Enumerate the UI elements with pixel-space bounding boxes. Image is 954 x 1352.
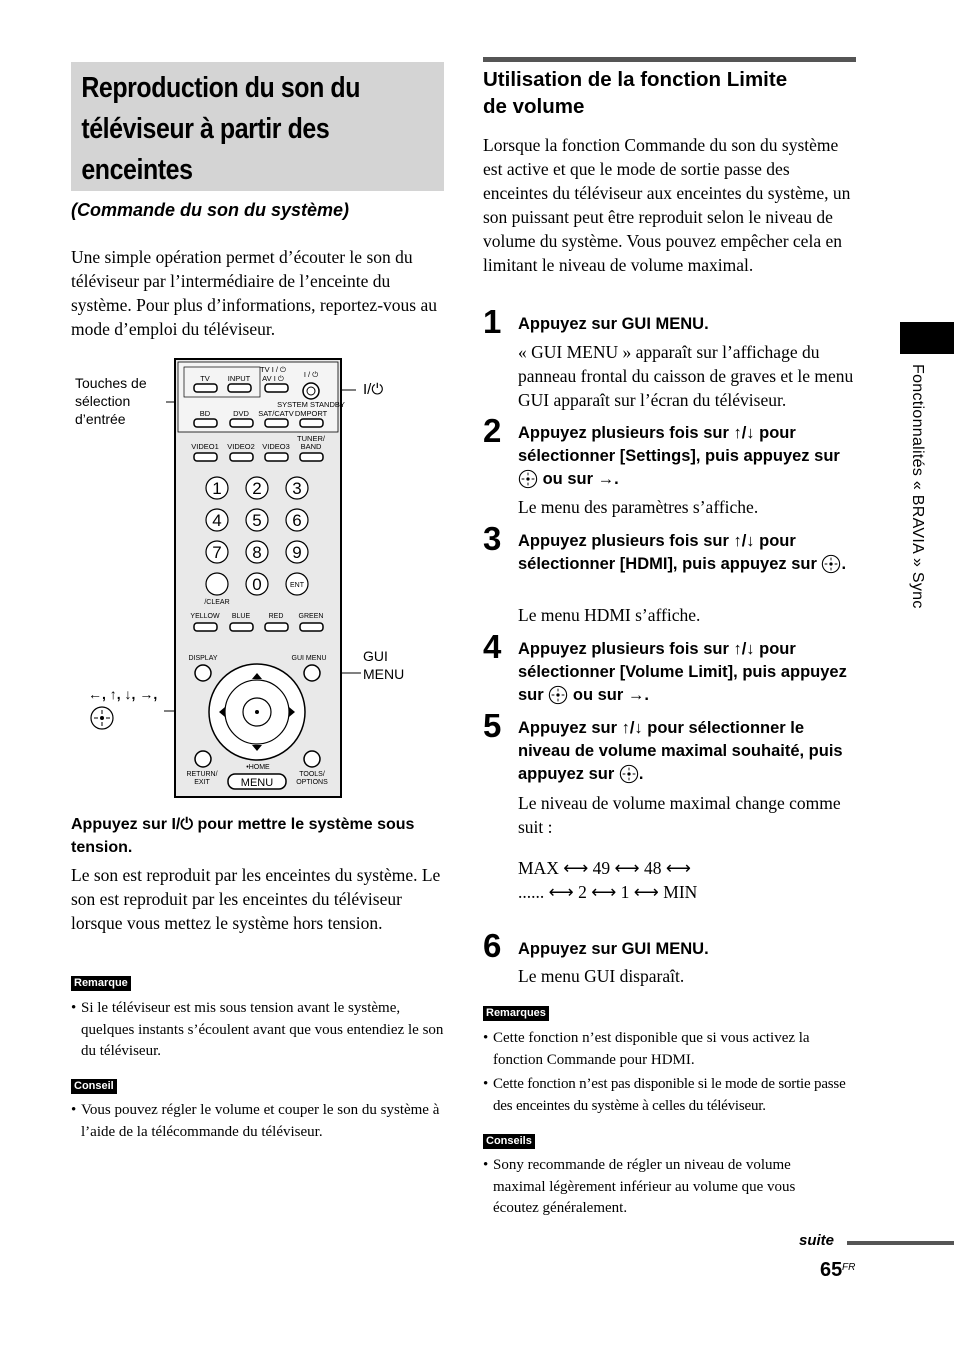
- enter-icon: [518, 469, 538, 489]
- label-arrows: ←, ↑, ↓, →,: [88, 686, 158, 702]
- svg-text:BAND: BAND: [300, 442, 322, 451]
- step-instruction: Appuyez sur GUI MENU.: [518, 315, 709, 333]
- enter-icon: [821, 554, 841, 574]
- svg-text:TOOLS/: TOOLS/: [299, 771, 325, 778]
- page-number: 65: [820, 1259, 843, 1281]
- step-number: 6: [483, 927, 502, 964]
- continued-label: suite: [799, 1232, 835, 1249]
- label-input-keys: Touches de sélection d’entrée: [75, 375, 147, 427]
- svg-text:TUNER/: TUNER/: [297, 434, 325, 443]
- remarks-note: • Cette fonction n’est disponible que si vous activez la fonction Commande pour HDMI.: [483, 1028, 858, 1071]
- continued-bar: [847, 1241, 954, 1245]
- title-box: [71, 62, 444, 191]
- section-rule: [483, 57, 856, 62]
- step-number: 4: [483, 628, 502, 665]
- svg-text:OPTIONS: OPTIONS: [296, 779, 328, 786]
- step-instruction: Appuyez sur GUI MENU.: [518, 940, 709, 958]
- svg-text:VIDEO2: VIDEO2: [227, 442, 255, 451]
- svg-text:TV: TV: [200, 374, 210, 383]
- step-result: Le niveau de volume maximal change comme suit :: [518, 793, 841, 837]
- step-number: 1: [483, 303, 502, 340]
- svg-text:BD: BD: [199, 409, 211, 418]
- step-instruction-text: Appuyez plusieurs fois sur ↑/↓ pour sélectionner [Volume Limit], puis appuyez sur: [518, 640, 847, 704]
- svg-text:ENT: ENT: [290, 582, 304, 589]
- side-tab-label: Fonctionnalités « BRAVIA » Sync: [909, 364, 926, 609]
- step-power-on: Appuyez sur I/⏻ pour mettre le système sous tension.: [71, 816, 415, 856]
- side-tab-marker: [900, 322, 954, 354]
- step-instruction-text: ou sur →.: [542, 470, 619, 488]
- step-number: 5: [483, 707, 502, 744]
- volume-sequence-line2: ...... ⟷ 2 ⟷ 1 ⟷ MIN: [518, 882, 698, 902]
- step-instruction-text: .: [638, 765, 644, 783]
- svg-text:VIDEO3: VIDEO3: [262, 442, 290, 451]
- remark-note: • Si le téléviseur est mis sous tension avant le système, quelques instants s’écoulent avant que vous entendiez le son du téléviseur.: [71, 998, 447, 1063]
- step-result: Le menu HDMI s’affiche.: [518, 605, 701, 625]
- section-title: Utilisation de la fonction Limite de volume: [483, 68, 788, 118]
- svg-text:AV I ⏻: AV I ⏻: [262, 374, 284, 383]
- svg-text:GREEN: GREEN: [298, 613, 324, 620]
- remark-item: Cette fonction n’est disponible que si vous activez la fonction Commande pour HDMI.: [493, 1030, 810, 1068]
- enter-icon: [619, 764, 639, 784]
- svg-text:VIDEO1: VIDEO1: [191, 442, 219, 451]
- step-instruction: [518, 717, 858, 786]
- step-result: Le menu GUI disparaît.: [518, 966, 685, 986]
- remark-badge: Remarque: [71, 976, 131, 991]
- svg-text:RED: RED: [268, 613, 284, 620]
- svg-text:YELLOW: YELLOW: [190, 613, 220, 620]
- svg-text:8: 8: [252, 543, 262, 562]
- svg-text:/CLEAR: /CLEAR: [204, 599, 230, 606]
- step-instruction: [518, 638, 858, 707]
- svg-text:DVD: DVD: [233, 409, 249, 418]
- svg-text:TV I / ⏻: TV I / ⏻: [260, 365, 286, 374]
- svg-text:9: 9: [292, 543, 302, 562]
- enter-icon: [548, 685, 568, 705]
- step-instruction: [518, 530, 858, 576]
- step-number: 3: [483, 520, 502, 557]
- svg-text:GUI MENU: GUI MENU: [291, 655, 327, 662]
- svg-text:BLUE: BLUE: [231, 613, 251, 620]
- step-instruction-text: .: [841, 555, 847, 573]
- svg-text:INPUT: INPUT: [227, 374, 251, 383]
- svg-text:7: 7: [212, 543, 222, 562]
- remote-drawing: [71, 355, 451, 800]
- tip-note: • Vous pouvez régler le volume et couper le son du système à l’aide de la télécommande du téléviseur.: [71, 1100, 447, 1143]
- tips-note: • Sony recommande de régler un niveau de volume maximal légèrement inférieur au volume que vous écoutez généralement.: [483, 1155, 843, 1220]
- svg-text:1: 1: [212, 479, 222, 498]
- svg-text:SYSTEM STANDBY: SYSTEM STANDBY: [277, 400, 345, 409]
- svg-text:SAT/CATV: SAT/CATV: [258, 409, 294, 418]
- label-power: I/⏻: [363, 381, 384, 398]
- svg-text:MENU: MENU: [240, 777, 274, 789]
- section-intro: Lorsque la fonction Commande du son du système est active et que le mode de sortie passe des enceintes du téléviseur aux enceintes du système, un son puissant peut être reproduit selon le niveau de volume du système. Vous pouvez empêcher cela en limitant le niveau de volume maximal.: [483, 135, 851, 275]
- svg-text:EXIT: EXIT: [194, 779, 210, 786]
- intro-paragraph: Une simple opération permet d’écouter le son du téléviseur par l’intermédiaire de l’enceinte du système. Pour plus d’informations, reportez-vous au mode d’emploi du téléviseur.: [71, 247, 437, 339]
- page-language: FR: [842, 1262, 856, 1273]
- step-result: « GUI MENU » apparaît sur l’affichage du panneau frontal du caisson de graves et le menu GUI apparaît sur l’écran du téléviseur.: [518, 342, 854, 410]
- svg-text:I / ⏻: I / ⏻: [303, 370, 319, 379]
- remark-item: Cette fonction n’est pas disponible si le mode de sortie passe des enceintes du système à celles du téléviseur.: [493, 1076, 846, 1114]
- remarks-badge: Remarques: [483, 1006, 549, 1021]
- svg-text:DMPORT: DMPORT: [294, 409, 328, 418]
- remark-text: Si le téléviseur est mis sous tension avant le système, quelques instants s’écoulent avant que vous entendiez le son du téléviseur.: [81, 1000, 444, 1059]
- svg-text:4: 4: [212, 511, 222, 530]
- label-gui-menu: GUI MENU: [363, 648, 405, 682]
- remote-illustration: [71, 355, 451, 800]
- tip-item: Sony recommande de régler un niveau de volume maximal légèrement inférieur au volume que vous écoutez généralement.: [493, 1157, 796, 1216]
- step-instruction: [518, 422, 858, 491]
- svg-text:RETURN/: RETURN/: [186, 771, 218, 778]
- svg-text:6: 6: [292, 511, 302, 530]
- step-instruction-text: Appuyez plusieurs fois sur ↑/↓ pour sélectionner [Settings], puis appuyez sur: [518, 424, 840, 465]
- tip-text: Vous pouvez régler le volume et couper le son du système à l’aide de la télécommande du téléviseur.: [81, 1102, 440, 1140]
- tips-badge: Conseils: [483, 1134, 535, 1149]
- svg-text:3: 3: [292, 479, 302, 498]
- svg-text:0: 0: [252, 575, 262, 594]
- step-result: Le menu des paramètres s’affiche.: [518, 497, 759, 517]
- page-title: Reproduction du son du téléviseur à partir des enceintes: [81, 72, 361, 186]
- volume-sequence-line1: MAX ⟷ 49 ⟷ 48 ⟷: [518, 858, 691, 878]
- step-instruction-text: ou sur →.: [572, 686, 649, 704]
- power-result-text: Le son est reproduit par les enceintes du système. Le son est reproduit par les enceintes du téléviseur lorsque vous mettez le système hors tension.: [71, 865, 441, 933]
- subtitle: (Commande du son du système): [71, 200, 350, 220]
- step-instruction-text: Appuyez sur ↑/↓ pour sélectionner le niveau de volume maximal souhaité, puis appuyez sur: [518, 719, 843, 783]
- tip-badge: Conseil: [71, 1079, 117, 1094]
- svg-text:DISPLAY: DISPLAY: [188, 655, 218, 662]
- step-number: 2: [483, 412, 502, 449]
- remarks-note: • Cette fonction n’est pas disponible si le mode de sortie passe des enceintes du système à celles du téléviseur.: [483, 1074, 858, 1117]
- svg-text:2: 2: [252, 479, 262, 498]
- step-instruction-text: Appuyez plusieurs fois sur ↑/↓ pour sélectionner [HDMI], puis appuyez sur: [518, 532, 817, 573]
- svg-text:•HOME: •HOME: [246, 764, 270, 771]
- svg-text:5: 5: [252, 511, 262, 530]
